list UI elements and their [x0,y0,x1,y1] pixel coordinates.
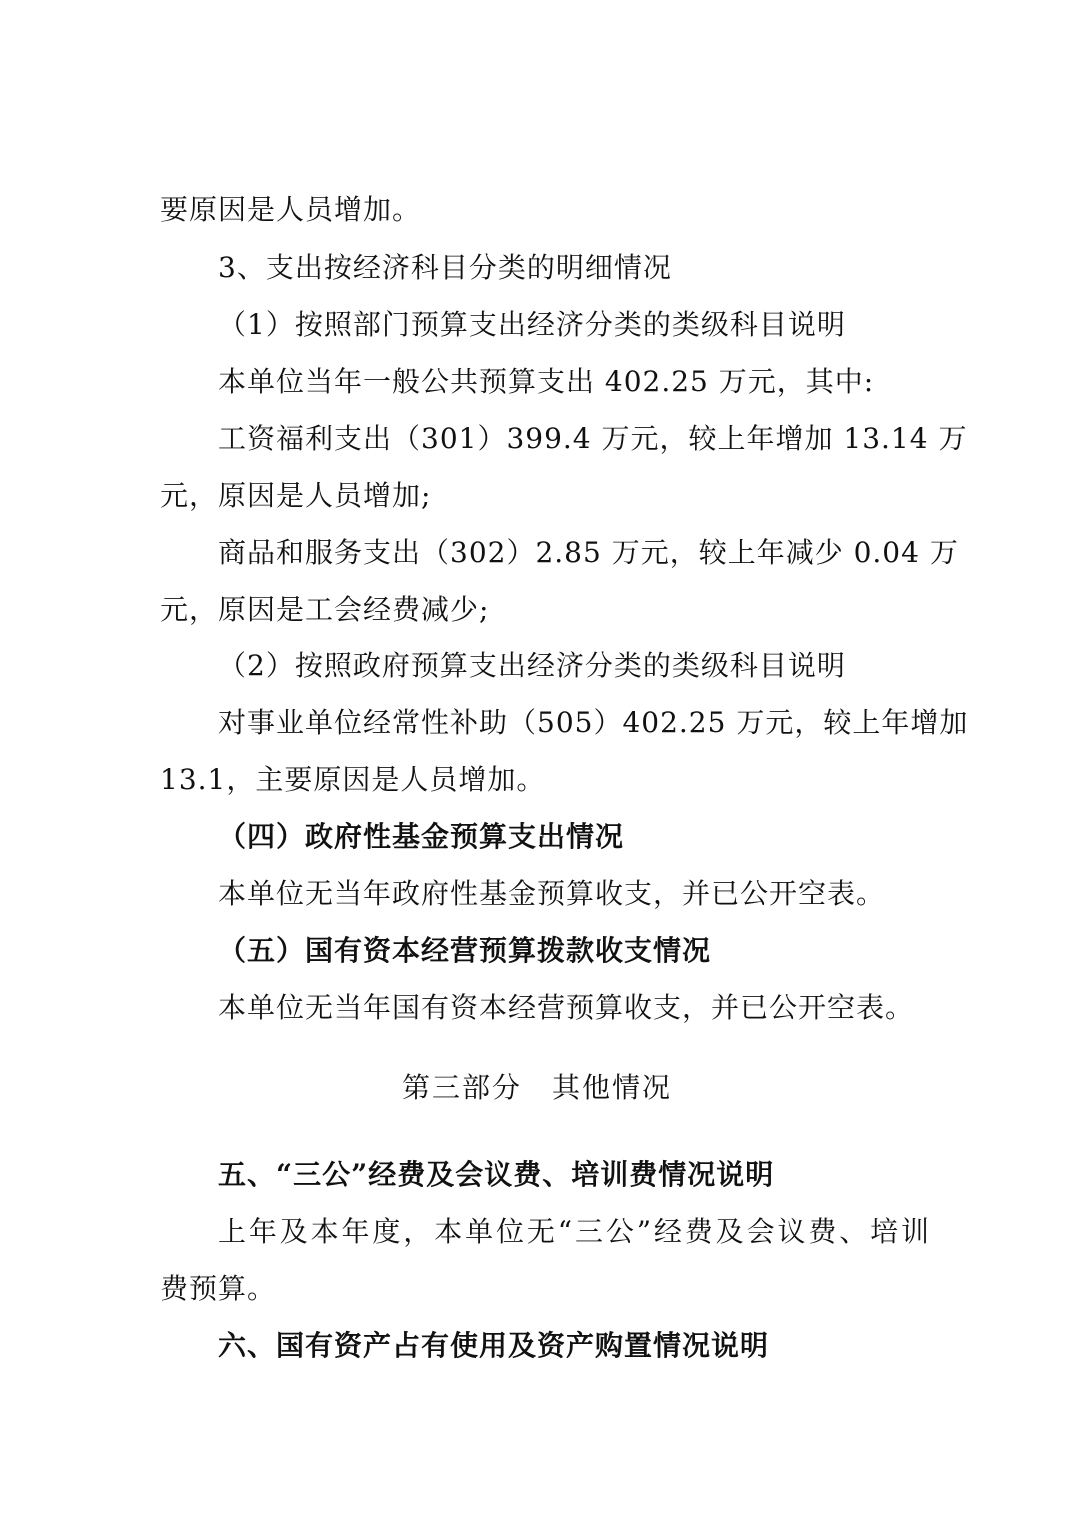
paragraph-subsidy-line1: 对事业单位经常性补助（505）402.25 万元，较上年增加 [218,706,969,739]
sub-item-heading-2: （2）按照政府预算支出经济分类的类级科目说明 [218,649,846,682]
paragraph-continuation-line: 要原因是人员增加。 [160,193,422,226]
sub-item-heading-1: （1）按照部门预算支出经济分类的类级科目说明 [218,308,846,341]
section-heading-three-public-expenses: 五、“三公”经费及会议费、培训费情况说明 [218,1158,775,1191]
paragraph-subsidy-line2: 13.1，主要原因是人员增加。 [160,763,546,796]
part-title-part-three: 第三部分 其他情况 [401,1071,672,1104]
paragraph-salary-welfare-line2: 元，原因是人员增加; [160,479,432,512]
paragraph-three-public-expenses-line2: 费预算。 [160,1272,277,1305]
section-heading-state-assets: 六、国有资产占有使用及资产购置情况说明 [218,1329,770,1362]
paragraph-goods-services-line1: 商品和服务支出（302）2.85 万元，较上年减少 0.04 万 [218,536,959,569]
paragraph-goods-services-line2: 元，原因是工会经费减少; [160,593,490,626]
paragraph-state-capital: 本单位无当年国有资本经营预算收支，并已公开空表。 [218,991,915,1024]
section-heading-state-capital: （五）国有资本经营预算拨款收支情况 [218,934,712,967]
paragraph-three-public-expenses-line1: 上年及本年度，本单位无“三公”经费及会议费、培训 [218,1215,930,1248]
subsection-heading-expenditure-by-economic-category: 3、支出按经济科目分类的明细情况 [218,251,672,284]
paragraph-salary-welfare-line1: 工资福利支出（301）399.4 万元，较上年增加 13.14 万 [218,422,968,455]
section-heading-government-fund: （四）政府性基金预算支出情况 [218,820,625,853]
paragraph-government-fund: 本单位无当年政府性基金预算收支，并已公开空表。 [218,877,886,910]
paragraph-general-budget-expenditure: 本单位当年一般公共预算支出 402.25 万元，其中: [218,365,875,398]
